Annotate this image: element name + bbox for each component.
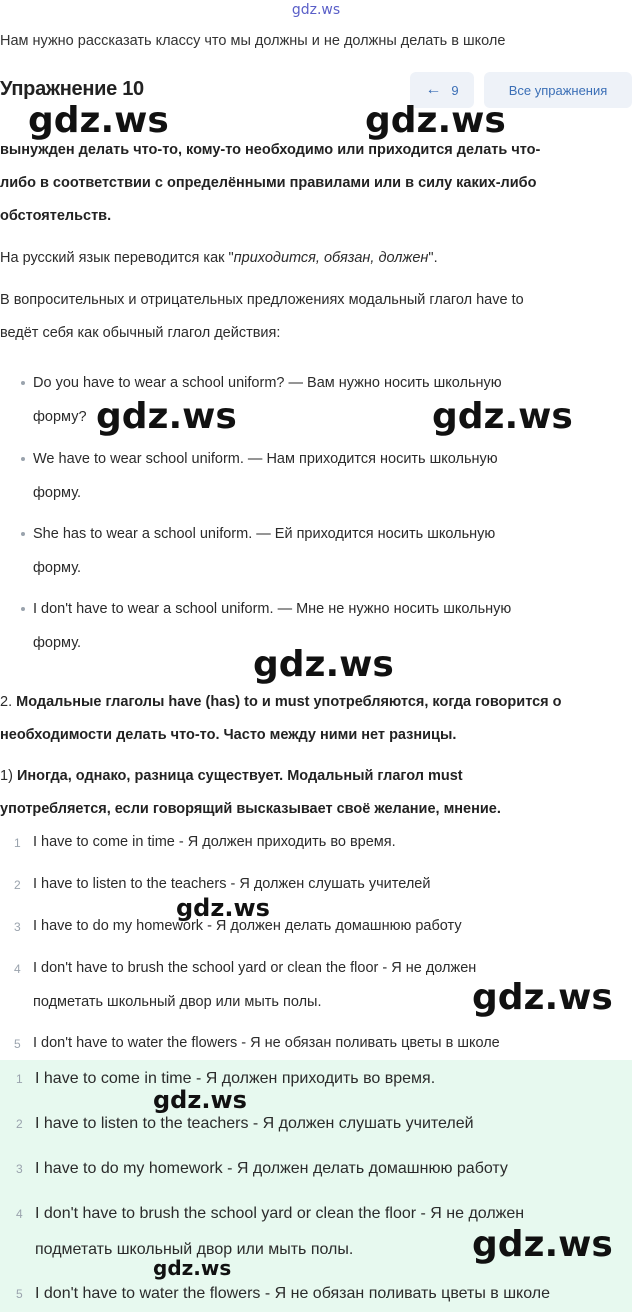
answer-number: 1 <box>16 1072 23 1086</box>
intro-line: либо в соответствии с определёнными правилами или в силу каких-либо <box>0 175 537 191</box>
answer-line: подметать школьный двор или мыть полы. <box>33 994 322 1010</box>
bullet-dot <box>21 457 25 461</box>
watermark: gdz.ws <box>472 1224 613 1265</box>
watermark: gdz.ws <box>365 100 506 141</box>
watermark: gdz.ws <box>28 100 169 141</box>
answer-number: 2 <box>16 1117 23 1131</box>
section-2-1-text: Иногда, однако, разница существует. Модальный глагол must <box>16 768 463 784</box>
example-line: форму? <box>33 409 87 425</box>
example-line: I don't have to wear a school uniform. — Мне не нужно носить школьную <box>33 601 512 617</box>
highlighted-answers-panel <box>0 1060 632 1312</box>
task-description: Нам нужно рассказать классу что мы должны и не должны делать в школе <box>0 33 506 49</box>
example-line: We have to wear school uniform. — Нам приходится носить школьную <box>33 451 498 467</box>
bullet-dot <box>21 381 25 385</box>
answer-number: 4 <box>16 1207 23 1221</box>
watermark: gdz.ws <box>253 644 394 685</box>
highlighted-answer-line: I have to listen to the teachers - Я должен слушать учителей <box>35 1115 474 1132</box>
answer-number: 2 <box>14 878 21 892</box>
watermark: gdz.ws <box>472 977 613 1018</box>
highlighted-answer-line: I don't have to brush the school yard or clean the floor - Я не должен <box>35 1205 525 1222</box>
example-line: форму. <box>33 560 82 576</box>
example-line: форму. <box>33 485 82 501</box>
example-line: форму. <box>33 635 82 651</box>
answer-number: 1 <box>14 836 21 850</box>
watermark: gdz.ws <box>432 396 573 437</box>
section-2-line <box>0 685 562 719</box>
section-2-1-line <box>0 759 463 793</box>
answer-number: 4 <box>14 962 21 976</box>
section-2-line: необходимости делать что-то. Часто между ними нет разницы. <box>0 727 457 743</box>
watermark: gdz.ws <box>153 1256 232 1280</box>
answer-line: I don't have to brush the school yard or clean the floor - Я не должен <box>33 960 477 976</box>
answer-line: I have to do my homework - Я должен делать домашнюю работу <box>33 918 462 934</box>
highlighted-answer-line: подметать школьный двор или мыть полы. <box>35 1241 354 1258</box>
watermark: gdz.ws <box>176 894 270 922</box>
section-2-1-line: употребляется, если говорящий высказывает своё желание, мнение. <box>0 801 501 817</box>
bullet-dot <box>21 607 25 611</box>
answer-line: I have to listen to the teachers - Я должен слушать учителей <box>33 876 431 892</box>
translation-prefix: На русский язык переводится как " <box>0 250 234 266</box>
highlighted-answer-line: I have to come in time - Я должен приходить во время. <box>35 1070 436 1087</box>
section-2-number: 2. <box>0 694 13 710</box>
highlighted-answer-line: I have to do my homework - Я должен делать домашнюю работу <box>35 1160 508 1177</box>
highlighted-answer-line: I don't have to water the flowers - Я не обязан поливать цветы в школе <box>35 1285 551 1302</box>
question-note-line: ведёт себя как обычный глагол действия: <box>0 325 281 341</box>
section-2-text: Модальные глаголы have (has) to и must употребляются, когда говорится о <box>16 694 562 710</box>
intro-line: обстоятельств. <box>0 208 112 224</box>
answer-line: I have to come in time - Я должен приходить во время. <box>33 834 396 850</box>
example-line: She has to wear a school uniform. — Ей приходится носить школьную <box>33 526 496 542</box>
translation-suffix: ". <box>428 250 438 266</box>
all-exercises-button[interactable]: Все упражнения <box>484 72 632 108</box>
exercise-title: Упражнение 10 <box>0 78 144 100</box>
translation-note <box>0 241 438 275</box>
answer-number: 3 <box>16 1162 23 1176</box>
answer-number: 5 <box>14 1037 21 1051</box>
bullet-dot <box>21 532 25 536</box>
arrow-left-icon: ← <box>425 81 442 98</box>
answer-line: I don't have to water the flowers - Я не обязан поливать цветы в школе <box>33 1035 500 1051</box>
translation-italic: приходится, обязан, должен <box>233 250 429 266</box>
section-2-1-number: 1) <box>0 768 13 784</box>
intro-line: вынужден делать что-то, кому-то необходимо или приходится делать что- <box>0 142 541 158</box>
question-note-line: В вопросительных и отрицательных предложениях модальный глагол have to <box>0 292 524 308</box>
watermark: gdz.ws <box>153 1086 247 1114</box>
answer-number: 5 <box>16 1287 23 1301</box>
answer-number: 3 <box>14 920 21 934</box>
watermark: gdz.ws <box>96 396 237 437</box>
prev-exercise-number: 9 <box>451 82 459 98</box>
example-line: Do you have to wear a school uniform? — Вам нужно носить школьную <box>33 375 502 391</box>
site-label: gdz.ws <box>291 2 341 18</box>
